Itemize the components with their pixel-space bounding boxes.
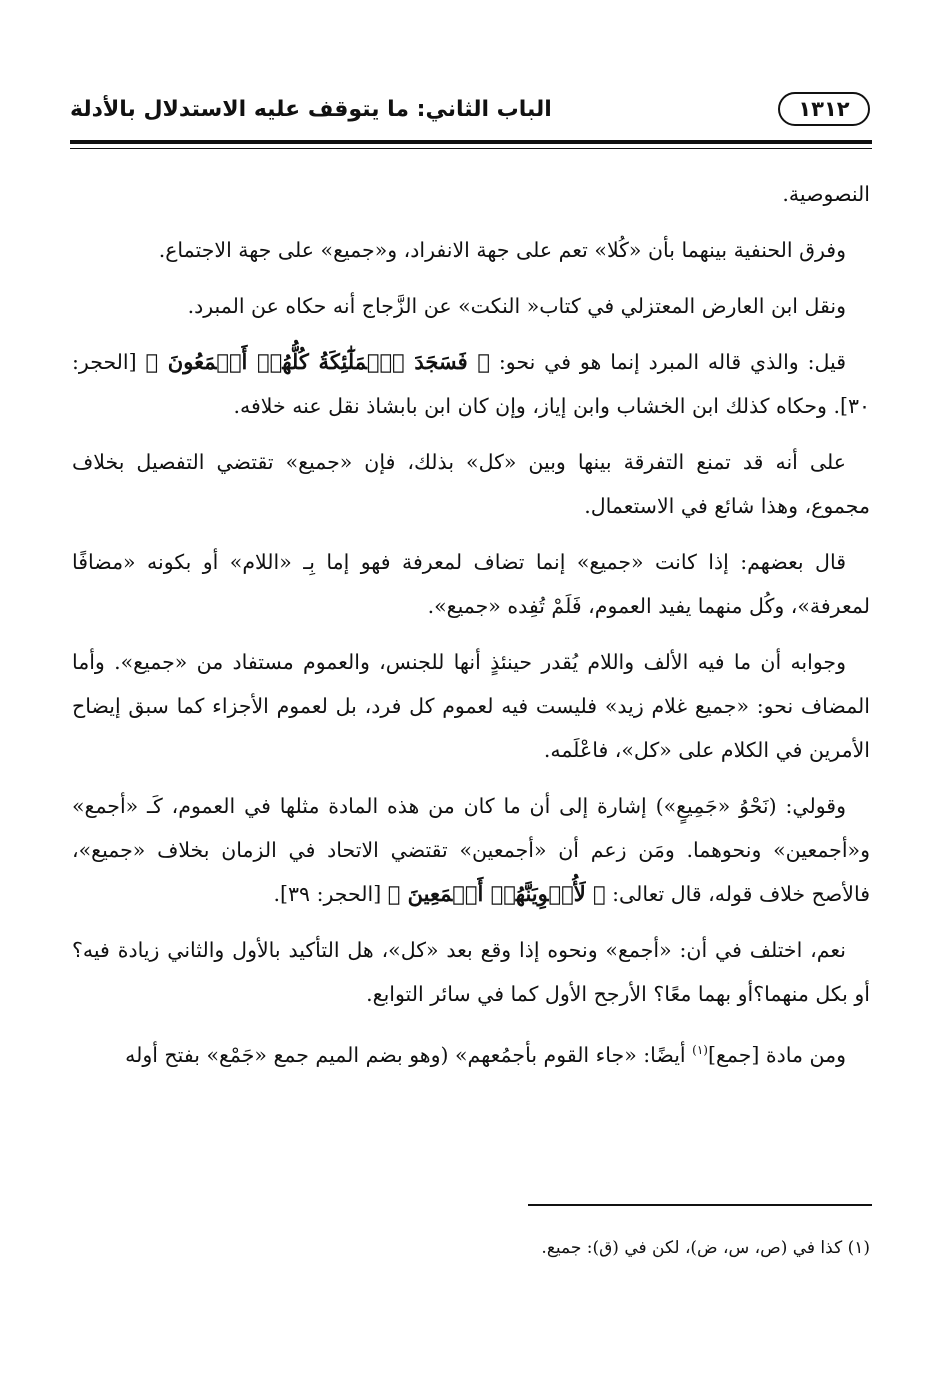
footnote-marker[interactable]: (١) (692, 1043, 708, 1057)
paragraph-text: وقولي: (نَحْوُ «جَمِيعٍ») إشارة إلى أن ما كان من هذه المادة مثلها في العموم، كَـ «أجمع» و«أجمعين» ونحوهما. ومَن زعم أن «أجمعين» تقتضي الاتحاد في الزمان بخلاف «جميع»، فالأصح خلاف قوله، قال تعالى: (72, 794, 870, 906)
paragraph-text: [الحجر: ٣٩]. (273, 882, 388, 906)
paragraph-text: النصوصية. (782, 182, 870, 206)
paragraph-1 (72, 172, 870, 216)
paragraph-text: وجوابه أن ما فيه الألف واللام يُقدر حينئذٍ أنها للجنس، والعموم مستفاد من «جميع». وأما المضاف نحو: «جميع غلام زيد» فليست فيه لعموم كل فرد، بل لعموم الأجزاء كما سبق إيضاح الأمرين في الكلام على «كل»، فاعْلَمه. (72, 650, 870, 762)
footnote-text: (١) كذا في (ص، س، ض)، لكن في (ق): جميع. (541, 1238, 870, 1258)
main-text (72, 172, 870, 1089)
quran-verse: ﴿ لَأُغۡوِيَنَّهُمۡ أَجۡمَعِينَ ﴾ (387, 881, 606, 906)
paragraph-3 (72, 284, 870, 328)
paragraph-7 (72, 640, 870, 772)
paragraph-9 (72, 928, 870, 1016)
paragraph-4 (72, 340, 870, 428)
paragraph-text: على أنه قد تمنع التفرقة بينها وبين «كل» بذلك، فإن «جميع» تقتضي التفصيل بخلاف مجموع، وهذا شائع في الاستعمال. (72, 450, 870, 518)
paragraph-6 (72, 540, 870, 628)
paragraph-text: نعم، اختلف في أن: «أجمع» ونحوه إذا وقع بعد «كل»، هل التأكيد بالأول والثاني زيادة فيه؟ أو بكل منهما؟أو بهما معًا؟ الأرجح الأول كما في سائر التوابع. (72, 938, 870, 1006)
page-header (70, 92, 870, 132)
paragraph-text: قيل: والذي قاله المبرد إنما هو في نحو: (489, 350, 847, 374)
page-number-badge (778, 92, 870, 126)
paragraph-5 (72, 440, 870, 528)
footnote-separator (528, 1204, 872, 1206)
paragraph-text: أيضًا: «جاء القوم بأجمُعهم» (وهو بضم الميم جمع «جَمْع» بفتح أوله (125, 1042, 693, 1067)
header-rule-thin (70, 148, 872, 149)
header-rule-thick (70, 140, 872, 144)
paragraph-8 (72, 784, 870, 916)
paragraph-2 (72, 228, 870, 272)
paragraph-text: قال بعضهم: إذا كانت «جميع» إنما تضاف لمعرفة فهو إما بِـ «اللام» أو بكونه «مضافًا لمعرفة»، وكُل منهما يفيد العموم، فَلَمْ تُفِده «جميع». (72, 550, 870, 618)
paragraph-text: [الحجر: ٣٠]. وحكاه كذلك ابن الخشاب وابن إياز، وإن كان ابن بابشاذ نقل عنه خلافه. (72, 350, 870, 418)
footnote (72, 1232, 870, 1264)
page-number: ١٣١٢ (798, 97, 850, 121)
paragraph-text: ونقل ابن العارض المعتزلي في كتاب« النكت» عن الزَّجاج أنه حكاه عن المبرد. (187, 294, 846, 318)
paragraph-text: ومن مادة [جمع] (707, 1042, 846, 1067)
running-title: الباب الثاني: ما يتوقف عليه الاستدلال بالأدلة (70, 96, 552, 122)
paragraph-10 (72, 1028, 870, 1077)
paragraph-text: وفرق الحنفية بينهما بأن «كُلا» تعم على جهة الانفراد، و«جميع» على جهة الاجتماع. (158, 238, 846, 262)
quran-verse: ﴿ فَسَجَدَ ٱلۡمَلَٰٓئِكَةُ كُلُّهُمۡ أَجۡمَعُونَ ﴾ (145, 349, 490, 374)
